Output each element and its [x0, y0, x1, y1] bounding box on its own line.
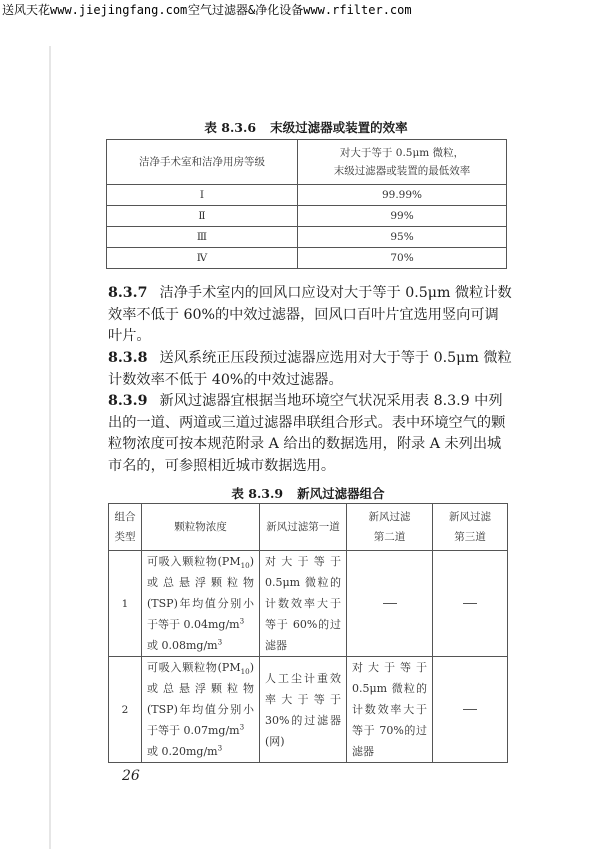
stage2-text: 对大于等于 0.5μm 微粒的计数效率大于等于 70%的过滤器: [352, 661, 427, 758]
clause-number: 8.3.9: [108, 393, 148, 409]
concentration-cell: [142, 657, 260, 763]
table-row: [107, 206, 507, 227]
watermark-right: 空气过滤器&净化设备www.rfilter.com: [188, 3, 412, 17]
table-row: [107, 185, 507, 206]
grade-cell: Ⅱ: [107, 206, 298, 227]
conc-part: 可吸入颗粒物(PM: [147, 661, 241, 674]
clause-number: 8.3.7: [108, 285, 148, 301]
header-type: [109, 504, 142, 551]
table-row: [107, 227, 507, 248]
clause-number: 8.3.8: [108, 350, 148, 366]
conc-sub: 10: [240, 667, 250, 677]
header-efficiency-line1: 对大于等于 0.5μm 微粒，: [339, 147, 465, 159]
stage2-empty-dash: [383, 603, 397, 604]
grade-cell: Ⅲ: [107, 227, 298, 248]
header-stage3-line1: 新风过滤: [449, 511, 491, 523]
clause-line: [108, 348, 512, 370]
header-stage2: [347, 504, 433, 551]
conc-part: )或总悬浮颗粒物(TSP)年均值分别小于等于 0.04mg/m: [147, 555, 254, 631]
table-836-title: 末级过滤器或装置的效率: [270, 120, 408, 135]
table-839-number: 表 8.3.9: [231, 486, 284, 501]
clause-line: 市名的，可参照相近城市数据选用。: [108, 457, 336, 474]
clause-line: 计数效率不低于 40%的中效过滤器。: [108, 371, 343, 388]
clause-line: [108, 391, 506, 413]
watermark-left: 送风天花www.jiejingfang.com: [2, 3, 188, 17]
clause-line: 出的一道、两道或三道过滤器串联组合形式。表中环境空气的颗: [108, 414, 506, 431]
header-concentration: 颗粒物浓度: [142, 504, 260, 551]
efficiency-cell: 99%: [298, 206, 507, 227]
stage3-empty-dash: [463, 709, 477, 710]
table-row: [107, 248, 507, 269]
header-type-line2: 类型: [114, 531, 136, 543]
efficiency-cell: 70%: [298, 248, 507, 269]
conc-sup: 3: [239, 616, 245, 626]
type-cell: 2: [109, 657, 142, 763]
stage2-cell: [347, 551, 433, 657]
header-stage2-line2: 第二道: [373, 531, 406, 543]
clause-8-3-8: [108, 348, 512, 391]
clause-8-3-9: [108, 391, 506, 477]
conc-sub: 10: [240, 561, 250, 571]
conc-part: 或 0.20mg/m: [147, 745, 218, 758]
watermark-header: [2, 2, 598, 18]
header-efficiency-line2: 末级过滤器或装置的最低效率: [333, 165, 471, 177]
type-cell: 1: [109, 551, 142, 657]
stage1-text: 对大于等于 0.5μm 微粒的计数效率大于等于 60%的过滤器: [265, 555, 341, 652]
clause-text: 洁净手术室内的回风口应设对大于等于 0.5μm 微粒计数: [159, 285, 512, 301]
header-stage1: 新风过滤第一道: [260, 504, 347, 551]
table-row: [109, 551, 508, 657]
page-number: 26: [122, 768, 140, 784]
efficiency-cell: 99.99%: [298, 185, 507, 206]
table-836-number: 表 8.3.6: [204, 120, 257, 135]
stage2-cell: [347, 657, 433, 763]
grade-cell: Ⅳ: [107, 248, 298, 269]
stage1-cell: [260, 551, 347, 657]
table-836-header-grade: 洁净手术室和洁净用房等级: [107, 140, 298, 185]
table-836-header-efficiency: [298, 140, 507, 185]
clause-text: 新风过滤器宜根据当地环境空气状况采用表 8.3.9 中列: [159, 393, 503, 409]
table-836-caption: [106, 118, 506, 136]
concentration-text: [142, 657, 259, 762]
clause-text: 送风系统正压段预过滤器应选用对大于等于 0.5μm 微粒: [159, 350, 512, 366]
clause-line: 粒物浓度可按本规范附录 A 给出的数据选用，附录 A 未列出城: [108, 436, 502, 453]
scan-gutter-line: [49, 46, 51, 849]
stage3-cell: [433, 551, 508, 657]
table-839-title: 新风过滤器组合: [297, 486, 385, 501]
clause-line: [108, 283, 512, 305]
conc-part: )或总悬浮颗粒物(TSP)年均值分别小于等于 0.07mg/m: [147, 661, 254, 737]
header-stage3: [433, 504, 508, 551]
header-stage3-line2: 第三道: [454, 531, 486, 543]
conc-part: 或 0.08mg/m: [147, 639, 218, 652]
table-839-caption: [108, 484, 508, 502]
clause-line: 叶片。: [108, 328, 151, 345]
grade-cell: Ⅰ: [107, 185, 298, 206]
conc-part: 可吸入颗粒物(PM: [147, 555, 241, 568]
conc-sup: 3: [217, 743, 223, 753]
clause-8-3-7: [108, 283, 512, 348]
header-type-line1: 组合: [114, 511, 136, 523]
efficiency-cell: 95%: [298, 227, 507, 248]
conc-sup: 3: [217, 637, 223, 647]
table-row: [109, 657, 508, 763]
table-836: [106, 139, 507, 269]
stage3-cell: [433, 657, 508, 763]
table-839: [108, 503, 508, 763]
conc-sup: 3: [239, 722, 245, 732]
stage3-empty-dash: [463, 603, 477, 604]
header-stage2-line1: 新风过滤: [368, 511, 411, 523]
concentration-text: [142, 551, 259, 656]
concentration-cell: [142, 551, 260, 657]
stage1-cell: [260, 657, 347, 763]
stage1-text: 人工尘计重效率大于等于 30%的过滤器(网): [265, 671, 341, 748]
table-839-header-row: [109, 504, 508, 551]
clause-line: 效率不低于 60%的中效过滤器，回风口百叶片宜选用竖向可调: [108, 306, 499, 323]
table-836-header-row: [107, 140, 507, 185]
